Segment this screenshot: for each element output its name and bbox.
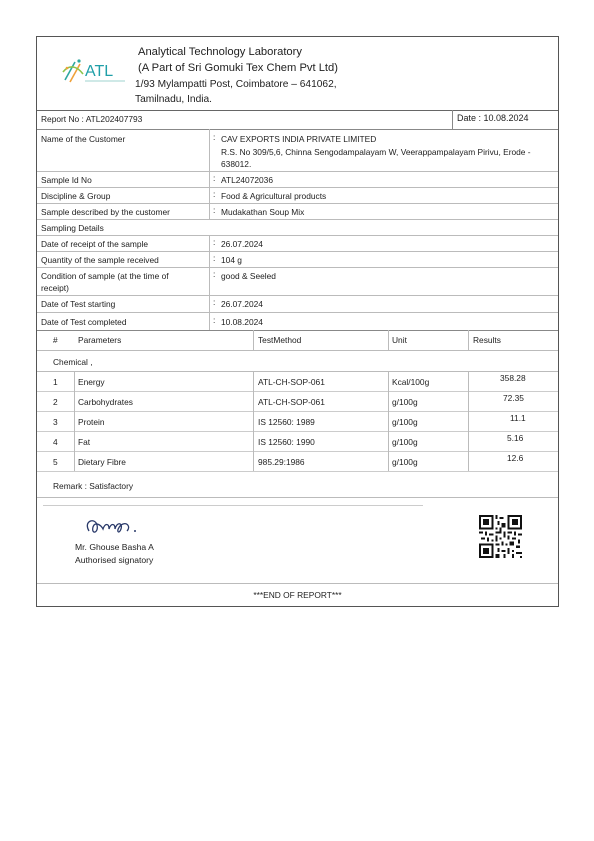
report-date: Date : 10.08.2024	[457, 113, 529, 123]
detail-label: Sample described by the customer	[41, 207, 170, 217]
remark: Remark : Satisfactory	[53, 481, 134, 491]
separator: :	[209, 187, 215, 203]
report-frame	[36, 36, 559, 607]
detail-value: Food & Agricultural products	[221, 191, 327, 201]
detail-value: ATL24072036	[221, 175, 273, 185]
divider	[37, 497, 558, 498]
row-unit: g/100g	[392, 397, 418, 407]
detail-value: good & Seeled	[221, 271, 276, 281]
separator: :	[209, 267, 215, 295]
row-parameter: Protein	[78, 417, 105, 427]
row-result: 5.16	[507, 433, 524, 443]
row-parameter: Fat	[78, 437, 91, 447]
lab-address-line2: Tamilnadu, India.	[135, 94, 213, 105]
detail-label: Date of receipt of the sample	[41, 239, 149, 249]
detail-value: 26.07.2024	[221, 299, 263, 309]
row-number: 3	[53, 417, 58, 427]
lab-subtitle: (A Part of Sri Gomuki Tex Chem Pvt Ltd)	[138, 62, 338, 74]
end-of-report: ***END OF REPORT***	[253, 590, 342, 600]
lab-header	[37, 37, 558, 111]
signature	[81, 511, 161, 539]
row-result: 358.28	[500, 373, 526, 383]
detail-label: Sample Id No	[41, 175, 92, 185]
detail-value: 104 g	[221, 255, 242, 265]
row-unit: g/100g	[392, 417, 418, 427]
atl-logo	[61, 54, 131, 88]
col-unit-header: Unit	[392, 335, 407, 345]
lab-address-line1: 1/93 Mylampatti Post, Coimbatore – 641062,	[135, 79, 337, 90]
report-number-row	[37, 110, 558, 130]
test-completed-row	[37, 312, 558, 331]
report-date-cell	[452, 110, 561, 129]
row-parameter: Carbohydrates	[78, 397, 133, 407]
quantity-row	[37, 251, 558, 268]
results-table-header	[37, 330, 558, 351]
separator: :	[209, 295, 215, 312]
row-result: 11.1	[510, 413, 526, 423]
report-number: Report No : ATL202407793	[41, 114, 143, 124]
condition-row	[37, 267, 558, 296]
detail-label: Date of Test starting	[41, 299, 116, 309]
discipline-row	[37, 187, 558, 204]
col-divider	[468, 330, 469, 350]
table-row	[37, 411, 558, 432]
col-divider	[388, 371, 389, 471]
row-parameter: Energy	[78, 377, 105, 387]
sample-description-row	[37, 203, 558, 220]
row-parameter: Dietary Fibre	[78, 457, 126, 467]
detail-value: Mudakathan Soup Mix	[221, 207, 305, 217]
detail-value: 10.08.2024	[221, 317, 263, 327]
row-result: 12.6	[507, 453, 524, 463]
signatory-name: Mr. Ghouse Basha A	[75, 542, 154, 552]
separator: :	[209, 171, 215, 187]
signatory-title: Authorised signatory	[75, 555, 154, 565]
lab-name: Analytical Technology Laboratory	[138, 46, 302, 58]
col-parameters-header: Parameters	[78, 335, 122, 345]
receipt-date-row	[37, 235, 558, 252]
row-method: 985.29:1986	[258, 457, 305, 467]
row-number: 2	[53, 397, 58, 407]
row-method: IS 12560: 1989	[258, 417, 315, 427]
separator: :	[209, 129, 215, 171]
row-unit: g/100g	[392, 457, 418, 467]
table-row	[37, 391, 558, 412]
table-row	[37, 371, 558, 392]
sampling-details-row	[37, 219, 558, 236]
customer-address: R.S. No 309/5,6, Chinna Sengodampalayam W, Veerappampalayam Pirivu, Erode - 638012.	[221, 146, 531, 169]
customer-value	[221, 133, 557, 171]
row-number: 1	[53, 377, 58, 387]
row-unit: g/100g	[392, 437, 418, 447]
col-divider	[253, 330, 254, 350]
detail-label: Quantity of the sample received	[41, 255, 159, 265]
logo-text: ATL	[85, 63, 114, 80]
detail-label: Discipline & Group	[41, 191, 111, 201]
separator: :	[209, 203, 215, 219]
row-number: 5	[53, 457, 58, 467]
detail-value: 26.07.2024	[221, 239, 263, 249]
divider	[37, 583, 558, 584]
customer-name: CAV EXPORTS INDIA PRIVATE LIMITED	[221, 134, 377, 144]
separator: :	[209, 235, 215, 251]
col-divider	[253, 371, 254, 471]
detail-label: Condition of sample (at the time of receipt)	[41, 271, 169, 293]
col-divider	[74, 371, 75, 471]
divider	[43, 505, 423, 506]
row-number: 4	[53, 437, 58, 447]
col-divider	[388, 330, 389, 350]
col-results-header: Results	[473, 335, 501, 345]
table-row	[37, 431, 558, 452]
row-method: ATL-CH-SOP-061	[258, 377, 325, 387]
chemical-group-label: Chemical ,	[53, 357, 93, 367]
col-testmethod-header: TestMethod	[258, 335, 302, 345]
row-result: 72.35	[503, 393, 524, 403]
row-unit: Kcal/100g	[392, 377, 430, 387]
col-divider	[468, 371, 469, 471]
customer-row	[37, 129, 558, 172]
sample-id-row	[37, 171, 558, 188]
qr-code-icon[interactable]	[479, 515, 522, 558]
col-number-header: #	[53, 335, 58, 345]
detail-label: Date of Test completed	[41, 317, 127, 327]
separator: :	[209, 312, 215, 330]
separator: :	[209, 251, 215, 267]
test-start-row	[37, 295, 558, 313]
customer-label: Name of the Customer	[41, 134, 126, 144]
row-method: IS 12560: 1990	[258, 437, 315, 447]
table-row	[37, 451, 558, 472]
row-method: ATL-CH-SOP-061	[258, 397, 325, 407]
sampling-details-heading: Sampling Details	[41, 223, 104, 233]
